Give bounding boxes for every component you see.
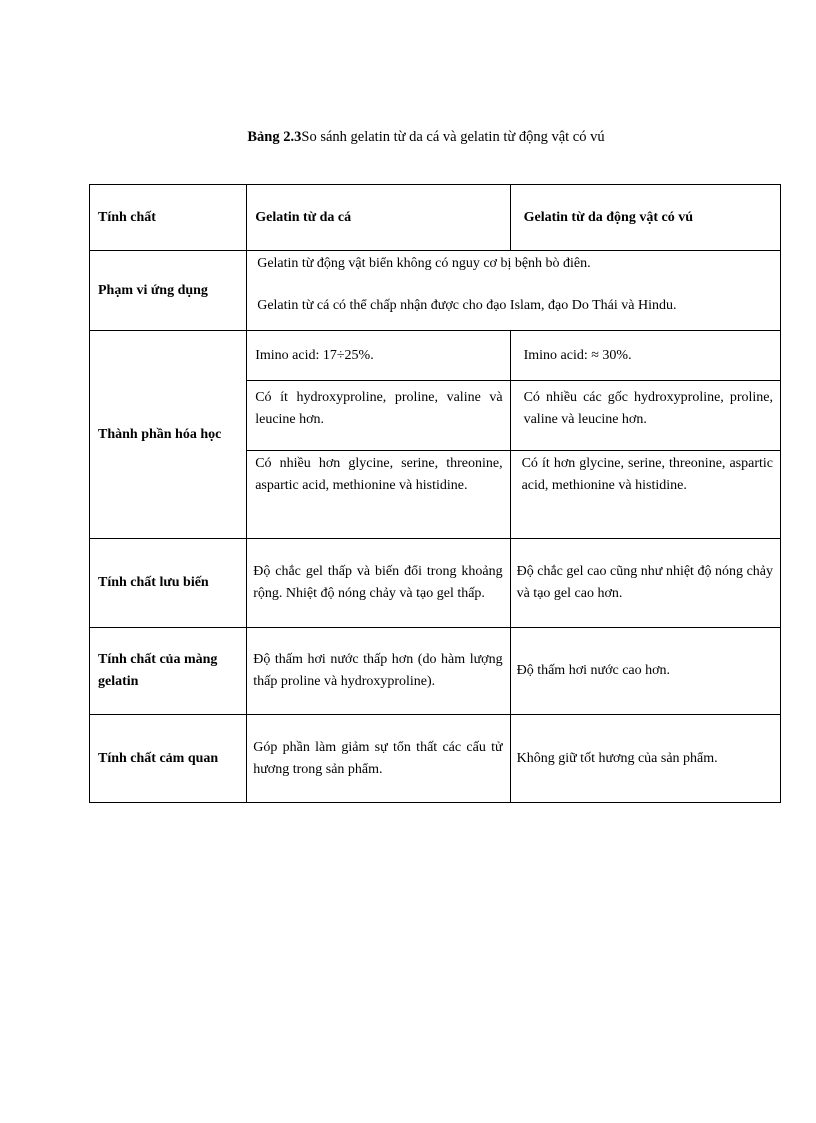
table-caption bbox=[0, 128, 816, 146]
film-fish-cell: Độ thấm hơi nước thấp hơn (do hàm lượng thấp proline và hydroxyproline). bbox=[247, 628, 510, 715]
film-mammal-cell: Độ thấm hơi nước cao hơn. bbox=[510, 628, 780, 715]
row-label-rheology: Tính chất lưu biến bbox=[90, 539, 247, 628]
rheology-mammal-cell: Độ chắc gel cao cũng như nhiệt độ nóng chảy và tạo gel cao hơn. bbox=[510, 539, 780, 628]
hydroxy-fish-cell: Có ít hydroxyproline, proline, valine và leucine hơn. bbox=[247, 381, 510, 451]
glycine-fish-cell: Có nhiều hơn glycine, serine, threonine, aspartic acid, methionine và histidine. bbox=[247, 451, 510, 539]
comparison-table bbox=[89, 184, 781, 803]
table-row bbox=[90, 628, 781, 715]
table-row bbox=[90, 251, 781, 331]
imino-mammal-cell: Imino acid: ≈ 30%. bbox=[510, 331, 780, 381]
sensory-mammal-cell: Không giữ tốt hương của sản phẩm. bbox=[510, 715, 780, 803]
row-label-application: Phạm vi ứng dụng bbox=[90, 251, 247, 331]
header-property: Tính chất bbox=[90, 185, 247, 251]
table-row bbox=[90, 539, 781, 628]
header-mammal-gelatin: Gelatin từ da động vật có vú bbox=[510, 185, 780, 251]
table-row bbox=[90, 331, 781, 381]
caption-label: Bảng 2.3 bbox=[247, 129, 302, 145]
hydroxy-mammal-cell: Có nhiều các gốc hydroxyproline, proline, valine và leucine hơn. bbox=[510, 381, 780, 451]
row-label-chemical: Thành phần hóa học bbox=[90, 331, 247, 539]
table-row bbox=[90, 715, 781, 803]
row-label-film: Tính chất của màng gelatin bbox=[90, 628, 247, 715]
header-fish-gelatin: Gelatin từ da cá bbox=[247, 185, 510, 251]
row-label-sensory: Tính chất cảm quan bbox=[90, 715, 247, 803]
application-line-2: Gelatin từ cá có thể chấp nhận được cho đạo Islam, đạo Do Thái và Hindu. bbox=[257, 298, 677, 313]
application-line-1: Gelatin từ động vật biển không có nguy cơ bị bệnh bò điên. bbox=[257, 256, 591, 271]
caption-text: So sánh gelatin từ da cá và gelatin từ động vật có vú bbox=[301, 129, 605, 145]
table-header-row bbox=[90, 185, 781, 251]
application-cell bbox=[247, 251, 781, 331]
imino-fish-cell: Imino acid: 17÷25%. bbox=[247, 331, 510, 381]
glycine-mammal-cell: Có ít hơn glycine, serine, threonine, aspartic acid, methionine và histidine. bbox=[510, 451, 780, 539]
rheology-fish-cell: Độ chắc gel thấp và biến đổi trong khoảng rộng. Nhiệt độ nóng chảy và tạo gel thấp. bbox=[247, 539, 510, 628]
sensory-fish-cell: Góp phần làm giảm sự tổn thất các cấu tử hương trong sản phẩm. bbox=[247, 715, 510, 803]
